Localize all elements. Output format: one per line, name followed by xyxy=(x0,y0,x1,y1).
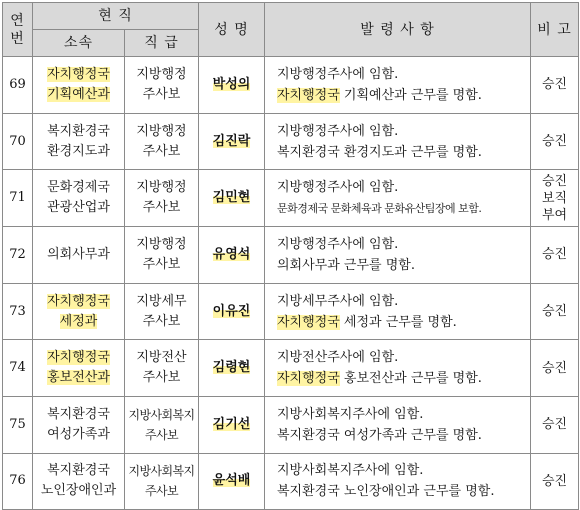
appointment-line: 지방전산주사에 임함. xyxy=(277,350,399,366)
appointment-line: 지방사회복지주사에 임함. xyxy=(277,463,424,479)
grade-line: 지방행정 xyxy=(136,123,187,139)
appointment-line: 자치행정국 기획예산과 근무를 명함. xyxy=(277,87,482,103)
header-grade: 직 급 xyxy=(125,30,199,57)
grade-line: 주사보 xyxy=(145,427,178,442)
department-cell xyxy=(33,453,125,509)
grade-line: 지방행정 xyxy=(136,236,187,252)
department-cell xyxy=(33,57,125,114)
remarks-line: 승진 xyxy=(541,173,568,189)
department-cell xyxy=(33,340,125,397)
remarks-line: 보직 xyxy=(541,190,568,206)
remarks-cell xyxy=(531,57,579,114)
grade-cell xyxy=(125,227,199,284)
department-line: 홍보전산과 xyxy=(47,370,110,386)
appointment-cell xyxy=(265,340,531,397)
grade-cell xyxy=(125,113,199,170)
appointment-line: 복지환경국 환경지도과 근무를 명함. xyxy=(277,144,482,160)
appointment-line: 자치행정국 세정과 근무를 명함. xyxy=(277,314,457,330)
table-row xyxy=(3,453,579,509)
person-name: 김진락 xyxy=(212,133,251,149)
remarks-cell xyxy=(531,453,579,509)
grade-line: 지방전산 xyxy=(136,350,187,366)
grade-cell xyxy=(125,170,199,227)
appointment-line: 지방행정주사에 임함. xyxy=(277,236,399,252)
appointment-cell xyxy=(265,57,531,114)
grade-line: 주사보 xyxy=(142,200,181,216)
department-line: 여성가족과 xyxy=(47,426,110,442)
person-name-cell xyxy=(199,453,265,509)
serial-number-cell: 73 xyxy=(3,283,33,340)
grade-cell xyxy=(125,453,199,509)
appointment-line: 지방사회복지주사에 임함. xyxy=(277,406,424,422)
appointment-cell xyxy=(265,453,531,509)
appointment-line: 복지환경국 여성가족과 근무를 명함. xyxy=(277,427,482,443)
person-name: 김기선 xyxy=(212,416,251,432)
department-line: 세정과 xyxy=(59,313,98,329)
person-name: 김령현 xyxy=(212,360,251,376)
department-line: 문화경제국 xyxy=(47,180,110,196)
remarks-cell xyxy=(531,170,579,227)
remarks-line: 승진 xyxy=(541,304,568,320)
remarks-line: 승진 xyxy=(541,247,568,263)
remarks-cell xyxy=(531,283,579,340)
header-remarks: 비 고 xyxy=(531,3,579,57)
grade-cell xyxy=(125,397,199,454)
table-row xyxy=(3,57,579,114)
person-name-cell xyxy=(199,57,265,114)
table-row xyxy=(3,340,579,397)
appointment-line: 문화경제국 문화체육과 문화유산팀장에 보함. xyxy=(277,202,482,216)
remarks-line: 승진 xyxy=(541,473,568,489)
appointment-line: 지방행정주사에 임함. xyxy=(277,180,399,196)
grade-line: 주사보 xyxy=(142,370,181,386)
appointment-line: 지방세무주사에 임함. xyxy=(277,293,399,309)
person-name-cell xyxy=(199,170,265,227)
table-row xyxy=(3,170,579,227)
appointment-cell xyxy=(265,397,531,454)
person-name-cell xyxy=(199,397,265,454)
appointment-line: 지방행정주사에 임함. xyxy=(277,66,399,82)
table-row xyxy=(3,397,579,454)
department-line: 복지환경국 xyxy=(47,406,110,422)
appointment-cell xyxy=(265,170,531,227)
appointment-line: 복지환경국 노인장애인과 근무를 명함. xyxy=(277,484,495,500)
remarks-line: 승진 xyxy=(541,417,568,433)
person-name-cell xyxy=(199,340,265,397)
department-line: 노인장애인과 xyxy=(40,483,117,499)
appointment-cell xyxy=(265,227,531,284)
department-line: 복지환경국 xyxy=(47,123,110,139)
remarks-line: 승진 xyxy=(541,360,568,376)
remarks-line: 부여 xyxy=(541,207,568,223)
person-name-cell xyxy=(199,227,265,284)
department-line: 복지환경국 xyxy=(47,463,110,479)
grade-line: 주사보 xyxy=(142,313,181,329)
serial-number-cell: 75 xyxy=(3,397,33,454)
department-line: 자치행정국 xyxy=(47,293,110,309)
grade-cell xyxy=(125,340,199,397)
grade-line: 지방행정 xyxy=(136,66,187,82)
person-name-cell xyxy=(199,113,265,170)
serial-number-cell: 71 xyxy=(3,170,33,227)
header-appointment: 발 령 사 항 xyxy=(265,3,531,57)
grade-line: 지방세무 xyxy=(136,293,187,309)
grade-cell xyxy=(125,57,199,114)
header-department: 소속 xyxy=(33,30,125,57)
remarks-line: 승진 xyxy=(541,77,568,93)
remarks-cell xyxy=(531,113,579,170)
serial-number-cell: 76 xyxy=(3,453,33,509)
grade-line: 주사보 xyxy=(142,143,181,159)
appointment-cell xyxy=(265,113,531,170)
department-line: 환경지도과 xyxy=(47,143,110,159)
remarks-line: 승진 xyxy=(541,134,568,150)
department-cell xyxy=(33,397,125,454)
appointment-line: 자치행정국 홍보전산과 근무를 명함. xyxy=(277,371,482,387)
appointment-line: 의회사무과 근무를 명함. xyxy=(277,257,415,273)
grade-line: 지방사회복지 xyxy=(128,464,195,479)
serial-number-cell: 70 xyxy=(3,113,33,170)
table-row xyxy=(3,283,579,340)
grade-line: 지방행정 xyxy=(136,180,187,196)
grade-line: 지방사회복지 xyxy=(128,407,195,422)
remarks-cell xyxy=(531,227,579,284)
personnel-order-table xyxy=(2,2,579,510)
remarks-cell xyxy=(531,340,579,397)
department-cell xyxy=(33,170,125,227)
grade-line: 주사보 xyxy=(142,86,181,102)
serial-number-cell: 72 xyxy=(3,227,33,284)
table-row xyxy=(3,227,579,284)
remarks-cell xyxy=(531,397,579,454)
department-line: 자치행정국 xyxy=(47,350,110,366)
department-line: 자치행정국 xyxy=(47,66,110,82)
department-cell xyxy=(33,113,125,170)
department-line: 의회사무과 xyxy=(47,246,110,262)
department-cell xyxy=(33,283,125,340)
serial-number-cell: 69 xyxy=(3,57,33,114)
appointment-cell xyxy=(265,283,531,340)
department-cell xyxy=(33,227,125,284)
appointment-line: 지방행정주사에 임함. xyxy=(277,123,399,139)
header-serial-number: 연 번 xyxy=(3,3,33,57)
department-line: 기획예산과 xyxy=(47,86,110,102)
table-row xyxy=(3,113,579,170)
person-name-cell xyxy=(199,283,265,340)
person-name: 유영석 xyxy=(212,246,251,262)
grade-line: 주사보 xyxy=(145,484,178,499)
department-line: 관광산업과 xyxy=(47,200,110,216)
person-name: 윤석배 xyxy=(212,473,251,489)
person-name: 이유진 xyxy=(212,303,251,319)
grade-cell xyxy=(125,283,199,340)
person-name: 김민현 xyxy=(212,190,251,206)
header-current-position: 현 직 xyxy=(33,3,199,30)
serial-number-cell: 74 xyxy=(3,340,33,397)
person-name: 박성의 xyxy=(212,76,251,92)
header-name: 성 명 xyxy=(199,3,265,57)
grade-line: 주사보 xyxy=(142,256,181,272)
